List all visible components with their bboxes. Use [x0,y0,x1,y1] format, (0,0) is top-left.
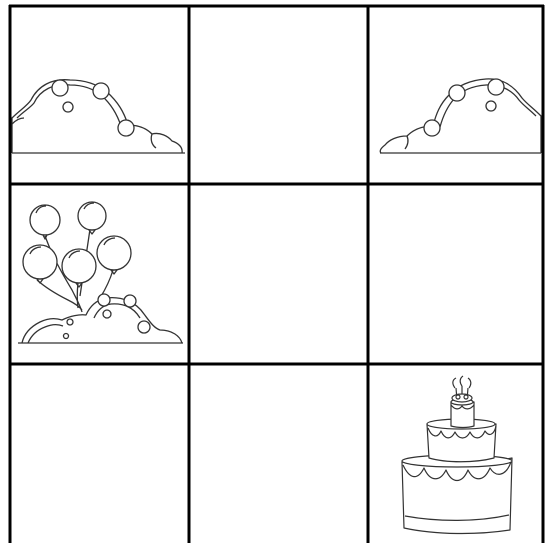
grid-cell-r2-c3[interactable] [368,184,544,364]
grid-cell-r3-c1[interactable] [9,364,189,543]
grid-cell-r2-c2[interactable] [189,184,368,364]
grid-cell-r3-c2[interactable] [189,364,368,543]
grid-cell-r1-c2[interactable] [189,6,368,184]
